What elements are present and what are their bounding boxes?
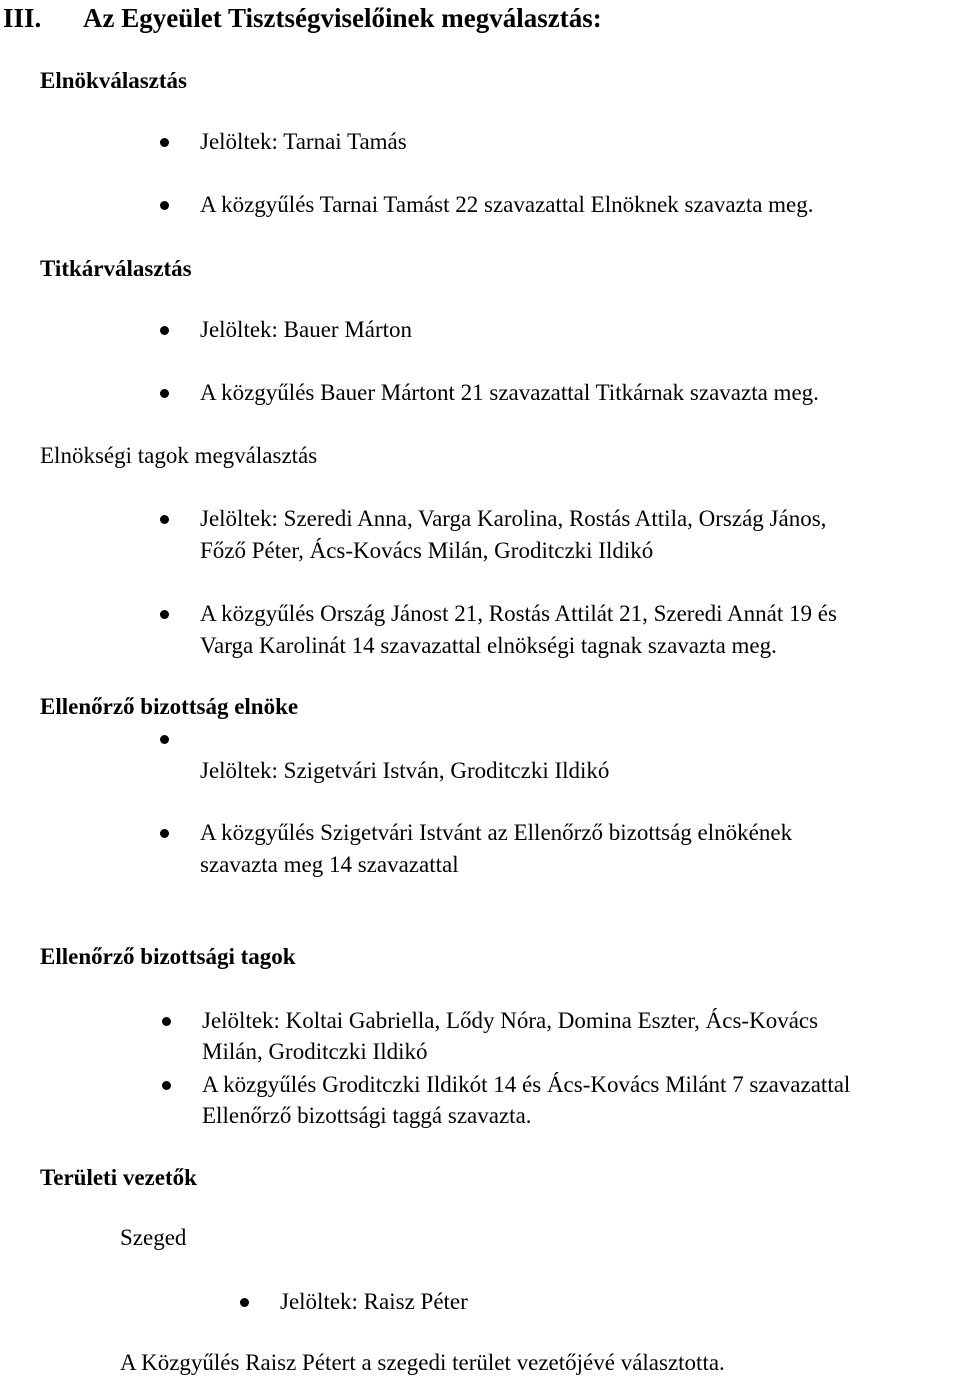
president-heading: Elnökválasztás (40, 68, 187, 93)
bullet-icon (160, 515, 169, 524)
section-title: Az Egyeület Tisztségviselőinek megválasztás: (83, 3, 602, 33)
board-candidates-line1: Jelöltek: Szeredi Anna, Varga Karolina, Rostás Attila, Ország János, (200, 506, 827, 531)
secretary-heading: Titkárválasztás (40, 256, 192, 281)
regional-candidates: Jelöltek: Raisz Péter (280, 1289, 468, 1314)
bullet-icon (160, 389, 169, 398)
audit-chair-candidates: Jelöltek: Szigetvári István, Groditczki Ildikó (200, 758, 610, 783)
secretary-result: A közgyűlés Bauer Mártont 21 szavazattal Titkárnak szavazta meg. (200, 380, 819, 405)
secretary-candidates: Jelöltek: Bauer Márton (200, 317, 413, 342)
regional-result: A Közgyűlés Raisz Pétert a szegedi terület vezetőjévé választotta. (120, 1350, 725, 1375)
bullet-icon (160, 829, 169, 838)
bullet-icon (162, 1017, 171, 1026)
bullet-icon (160, 201, 169, 210)
president-result: A közgyűlés Tarnai Tamást 22 szavazattal Elnöknek szavazta meg. (200, 192, 814, 217)
president-candidates: Jelöltek: Tarnai Tamás (200, 129, 407, 154)
audit-members-candidates-line1: Jelöltek: Koltai Gabriella, Lődy Nóra, Domina Eszter, Ács-Kovács (202, 1008, 819, 1033)
bullet-icon (160, 610, 169, 619)
board-result-line1: A közgyűlés Ország Jánost 21, Rostás Attilát 21, Szeredi Annát 19 és (200, 601, 837, 626)
audit-members-candidates-line2: Milán, Groditczki Ildikó (202, 1039, 428, 1064)
bullet-icon (160, 326, 169, 335)
audit-chair-result-line1: A közgyűlés Szigetvári Istvánt az Ellenőrző bizottság elnökének (200, 820, 793, 845)
audit-chair-result-line2: szavazta meg 14 szavazattal (200, 852, 459, 877)
bullet-icon (240, 1298, 249, 1307)
audit-members-heading: Ellenőrző bizottsági tagok (40, 944, 296, 969)
audit-chair-heading: Ellenőrző bizottság elnöke (40, 694, 299, 719)
audit-members-result-line2: Ellenőrző bizottsági taggá szavazta. (202, 1103, 532, 1128)
audit-members-result-line1: A közgyűlés Groditczki Ildikót 14 és Ács-Kovács Milánt 7 szavazattal (202, 1072, 851, 1097)
board-result-line2: Varga Karolinát 14 szavazattal elnökségi tagnak szavazta meg. (200, 633, 777, 658)
regional-heading: Területi vezetők (40, 1165, 197, 1190)
bullet-icon (160, 735, 169, 744)
section-number: III. (3, 3, 42, 33)
regional-city: Szeged (120, 1225, 187, 1250)
board-heading: Elnökségi tagok megválasztás (40, 443, 318, 468)
board-candidates-line2: Főző Péter, Ács-Kovács Milán, Groditczki Ildikó (200, 538, 654, 563)
bullet-icon (160, 138, 169, 147)
bullet-icon (162, 1081, 171, 1090)
